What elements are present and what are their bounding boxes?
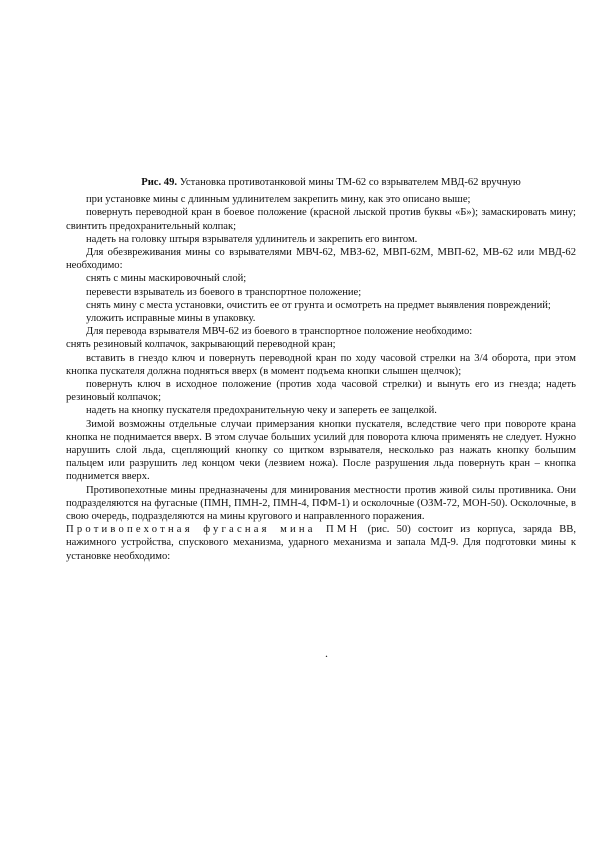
paragraph-rest: (рис. 50) состоит из корпуса, заряда ВВ, нажимного устройства, спускового механизма, ударного механизма и запала МД-9. Для подготовки мины к установке необходимо: bbox=[66, 524, 576, 562]
paragraph-pmn bbox=[66, 523, 576, 563]
document-page bbox=[66, 176, 576, 563]
paragraph: снять мину с места установки, очистить ее от грунта и осмотреть на предмет выявления повреждений; bbox=[86, 299, 551, 311]
paragraph: при установке мины с длинным удлинителем закрепить мину, как это описано выше; bbox=[86, 194, 471, 206]
footer-mark: . bbox=[325, 646, 328, 660]
paragraph: надеть на головку штыря взрывателя удлинитель и закрепить его винтом. bbox=[86, 233, 418, 245]
paragraph: уложить исправные мины в упаковку. bbox=[86, 313, 256, 325]
paragraph: перевести взрыватель из боевого в транспортное положение; bbox=[86, 286, 362, 298]
paragraph: снять с мины маскировочный слой; bbox=[86, 273, 247, 285]
paragraph: надеть на кнопку пускателя предохранительную чеку и запереть ее защелкой. bbox=[86, 405, 437, 417]
paragraph: вставить в гнездо ключ и повернуть переводной кран по ходу часовой стрелки на 3/4 оборота, при этом кнопка пускателя должна подняться вверх (в момент подъема кнопки слышен щелчок); bbox=[66, 352, 576, 377]
paragraph: повернуть ключ в исходное положение (против хода часовой стрелки) и вынуть его из гнезда; надеть резиновый колпачок; bbox=[66, 379, 576, 404]
spaced-term: Противопехотная фугасная мина ПМН bbox=[66, 524, 361, 536]
figure-label: Рис. 49. bbox=[141, 177, 178, 188]
paragraph: Противопехотные мины предназначены для минирования местности против живой силы противника. Они подразделяются на фугасные (ПМН, ПМН-2, ПМН-4, ПФМ-1) и осколочные (ОЗМ-72, МОН-50). Осколочные, в свою очередь, подразделяются на мины кругового и направленного поражения. bbox=[66, 484, 576, 523]
paragraph: снять резиновый колпачок, закрывающий переводной кран; bbox=[66, 339, 336, 351]
paragraph: повернуть переводной кран в боевое положение (красной лыской против буквы «Б»); замаскировать мину; свинтить предохранительный колпак; bbox=[66, 207, 576, 232]
figure-title: Установка противотанковой мины ТМ-62 со взрывателем МВД-62 вручную bbox=[179, 177, 521, 188]
figure-caption bbox=[86, 176, 576, 189]
paragraph: Для перевода взрывателя МВЧ-62 из боевого в транспортное положение необходимо: bbox=[86, 326, 473, 338]
paragraph: Зимой возможны отдельные случаи примерзания кнопки пускателя, вследствие чего при повороте крана кнопка не поднимается вверх. В этом случае больших усилий для поворота ключа применять не следует. Нужно нарушить слой льда, сцепляющий кнопку со щитком взрывателя, несколько раз нажать кнопку большим пальцем или разрушить лед концом чеки (лезвием ножа). После разрушения льда повернуть кран – кнопка поднимется вверх. bbox=[66, 418, 576, 483]
paragraph: Для обезвреживания мины со взрывателями МВЧ-62, МВЗ-62, МВП-62М, МВП-62, МВ-62 или МВД-62 необходимо: bbox=[66, 247, 576, 272]
